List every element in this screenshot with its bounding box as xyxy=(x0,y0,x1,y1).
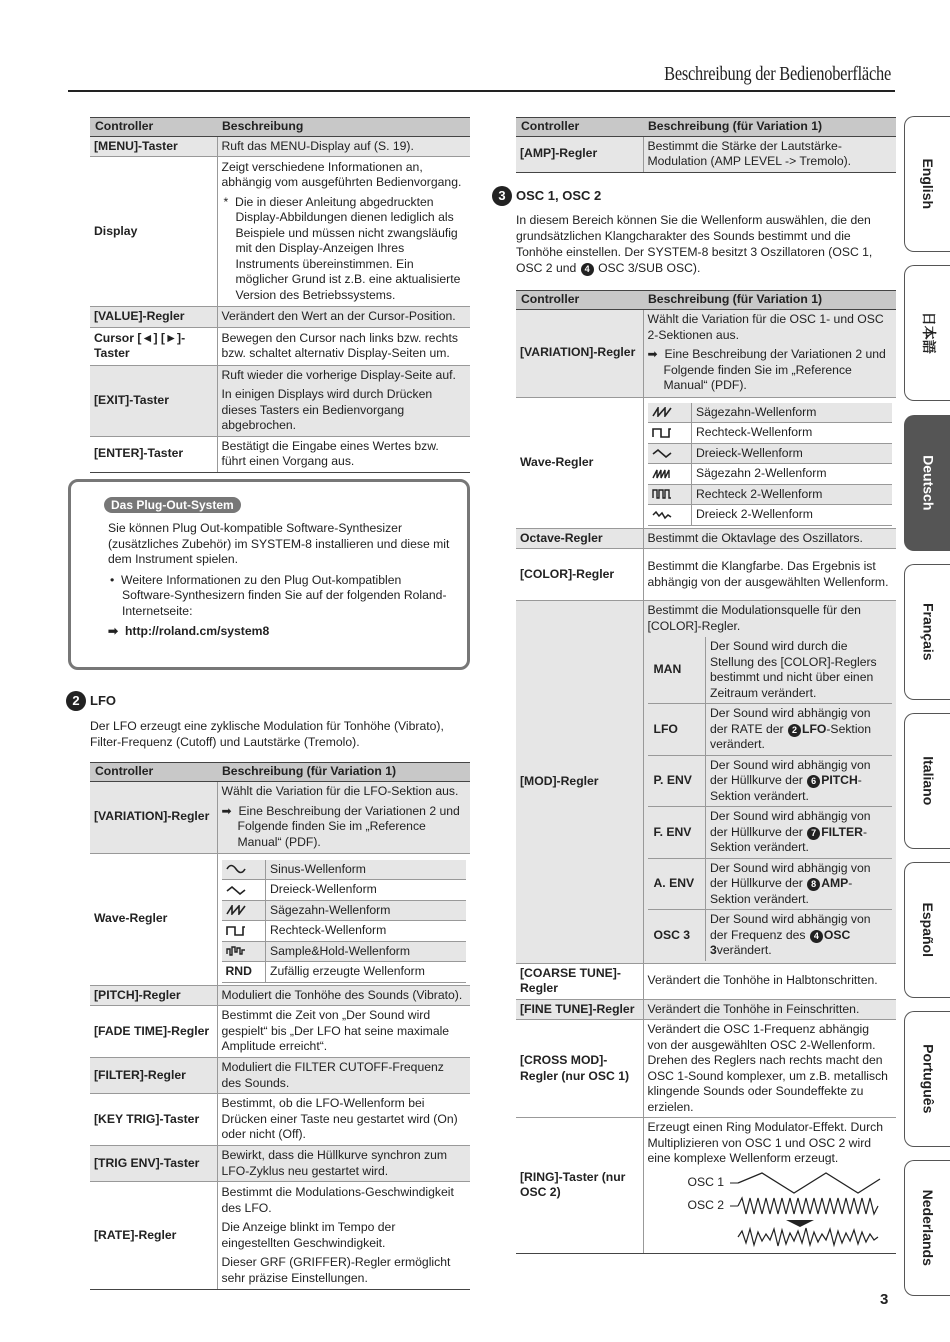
rnd-icon: RND xyxy=(222,962,266,983)
lfo-heading: 2 LFO xyxy=(66,691,116,711)
mod-source-table: MAN Der Sound wird durch die Stellung des [COLOR]-Reglers bestimmt und nicht über einen Zeitraum verändert. LFO Der Sound wird abhängig von der RATE der 2 LFO-Sektion verändert. P. ENV Der Sound wird abhängig von der Hüllkurve der 6 PITCH-Sektion verändert. F. ENV Der Sound wird abhängig von der Hüllkurve der 7 FILTER-Sektion verändert. A. ENV Der Sound wird abhängig von der Hüllkurve der 8 AMP-Sektion verändert. OSC 3 Der Sound wird abhängig von der Frequenz des 4 OSC 3verändert. xyxy=(648,637,893,961)
table-row: [FILTER]-Regler Moduliert die FILTER CUTOFF-Frequenz des Sounds. xyxy=(90,1058,470,1094)
table-row: [MENU]-Taster Ruft das MENU-Display auf (S. 19). xyxy=(90,136,470,157)
table-row: Octave-Regler Bestimmt die Oktavlage des Oszillators. xyxy=(516,528,896,549)
table-row: [RING]-Taster (nur OSC 2) Erzeugt einen Ring Modulator-Effekt. Durch Multiplizieren von OSC 1 und OSC 2 wird eine komplexe Wellenform erzeugt. OSC 1 OSC 2 xyxy=(516,1118,896,1254)
square-icon xyxy=(226,926,246,936)
square-icon xyxy=(652,428,672,438)
osc-table: Controller Beschreibung (für Variation 1) [VARIATION]-Regler Wählt die Variation für die OSC 1- und OSC 2-Sektionen aus. ➡ Eine Beschreibung der Variationen 2 und Folgende finden Sie im „Reference Manual“ (PDF). Wave-Regler Sägezahn-Wellenform Rechteck-Wellenform Dreieck-Wellenform Sägezahn 2-Wellenform Rechteck 2-Wellenform Dreieck 2-Wellenform Octave-Regler Bestimmt die Oktavlage des Oszillators. [COLOR]-Regler Bestimmt die Klangfarbe. Das Ergebnis ist abhängig von der ausgewählten Wellenform. [MOD]-Regler Bestimmt die Modulationsquelle für den [COLOR]-Regler. MAN Der Sound wird durch die Stellung des [COLOR]-Reglers bestimmt und nicht über einen Zeitraum verändert. LFO Der Sound wird abhängig von der RATE der 2 LFO-Sektion verändert. P. ENV Der Sound wird abhängig von der Hüllkurve der 6 PITCH-Sektion verändert. F. ENV Der Sound wird abhängig von der Hüllkurve der 7 FILTER-Sektion verändert. A. ENV Der Sound wird abhängig von der Hüllkurve der 8 AMP-Sektion verändert. OSC 3 Der Sound wird abhängig von der Frequenz des 4 OSC 3verändert. [COARSE TUNE]-Regler Verändert die Tonhöhe in Halbtonschritten. [FINE TUNE]-Regler Verändert die Tonhöhe in Feinschritten. [CROSS MOD]-Regler (nur OSC 1) Verändert die OSC 1-Frequenz abhängig von der ausgewählten OSC 2-Wellenform. Drehen des Reglers nach rechts macht den OSC 1-Sound komplexer, um z.B. metallisch klingende Sounds oder Soundeffekte zu erzielen. [RING]-Taster (nur OSC 2) Erzeugt einen Ring Modulator-Effekt. Durch Multiplizieren von OSC 1 und OSC 2 wird eine komplexe Wellenform erzeugt. OSC 1 OSC 2 xyxy=(516,290,896,1254)
lfo-wave-table: Sinus-Wellenform Dreieck-Wellenform Sägezahn-Wellenform Rechteck-Wellenform Sample&Hold-Wellenform RND Zufällig erzeugte Wellenform xyxy=(222,860,467,983)
table-row: [PITCH]-Regler Moduliert die Tonhöhe des Sounds (Vibrato). xyxy=(90,985,470,1006)
table-row: [VARIATION]-Regler Wählt die Variation für die OSC 1- und OSC 2-Sektionen aus. ➡ Eine Beschreibung der Variationen 2 und Folgende finden Sie im „Reference Manual“ (PDF). xyxy=(516,309,896,397)
plug-out-bullet: • Weitere Informationen zu den Plug Out-kompatiblen Software-Synthesizern finden Sie auf der folgenden Roland-Internetseite: xyxy=(110,572,447,618)
lfo-table: Controller Beschreibung (für Variation 1) [VARIATION]-Regler Wählt die Variation für die LFO-Sektion aus. ➡ Eine Beschreibung der Variationen 2 und Folgende finden Sie im „Reference Manual“ (PDF). Wave-Regler Sinus-Wellenform Dreieck-Wellenform Sägezahn-Wellenform Rechteck-Wellenform Sample&Hold-Wellenform RND Zufällig erzeugte Wellenform [PITCH]-Regler Moduliert die Tonhöhe des Sounds (Vibrato). [FADE TIME]-Regler Bestimmt die Zeit von „Der Sound wird gespielt“ bis „Der LFO hat seine maximale Amplitude erreicht“. [FILTER]-Regler Moduliert die FILTER CUTOFF-Frequenz des Sounds. [KEY TRIG]-Taster Bestimmt, ob die LFO-Wellenform bei Drücken einer Taste neu gestartet wird (On) oder nicht (Off). [TRIG ENV]-Taster Bewirkt, dass die Hüllkurve synchron zum LFO-Zyklus neu gestartet wird. [RATE]-Regler Bestimmt die Modulations-Geschwindigkeit des LFO. Die Anzeige blinkt im Tempo der eingestellten Geschwindigkeit. Dieser GRF (GRIFFER)-Regler ermöglicht sehr präzise Einstellungen. xyxy=(90,762,470,1290)
tab-francais[interactable]: Français xyxy=(904,564,950,700)
sample-hold-icon xyxy=(226,946,246,956)
triangle-icon xyxy=(652,448,672,458)
table-row: Display Zeigt verschiedene Informationen an, abhängig vom ausgeführten Bedienvorgang. * Die in dieser Anleitung abgedruckten Display-Abbildungen dienen lediglich als Beispiele und müssen nicht zwangsläufig mit den Display-Anzeigen Ihres Instruments übereinstimmen. Ein möglicher Grund ist z.B. eine aktualisierte Version des Betriebssystems. xyxy=(90,157,470,307)
amp-table: Controller Beschreibung (für Variation 1) [AMP]-Regler Bestimmt die Stärke der Lautstärke-Modulation (AMP LEVEL -> Tremolo). xyxy=(516,117,896,173)
tab-english[interactable]: English xyxy=(904,116,950,252)
table-row: [ENTER]-Taster Bestätigt die Eingabe eines Wertes bzw. führt einen Vorgang aus. xyxy=(90,436,470,472)
table-row: Wave-Regler Sägezahn-Wellenform Rechteck-Wellenform Dreieck-Wellenform Sägezahn 2-Wellenform Rechteck 2-Wellenform Dreieck 2-Wellenform xyxy=(516,397,896,528)
table-row: [MOD]-Regler Bestimmt die Modulationsquelle für den [COLOR]-Regler. MAN Der Sound wird durch die Stellung des [COLOR]-Reglers bestimmt und nicht über einen Zeitraum verändert. LFO Der Sound wird abhängig von der RATE der 2 LFO-Sektion verändert. P. ENV Der Sound wird abhängig von der Hüllkurve der 6 PITCH-Sektion verändert. F. ENV Der Sound wird abhängig von der Hüllkurve der 7 FILTER-Sektion verändert. A. ENV Der Sound wird abhängig von der Hüllkurve der 8 AMP-Sektion verändert. OSC 3 Der Sound wird abhängig von der Frequenz des 4 OSC 3verändert. xyxy=(516,601,896,964)
ring-mod-diagram: OSC 1 OSC 2 xyxy=(648,1171,893,1251)
saw2-icon xyxy=(652,469,672,479)
osc-heading: 3 OSC 1, OSC 2 xyxy=(492,186,601,206)
table-row: [VALUE]-Regler Verändert den Wert an der Cursor-Position. xyxy=(90,307,470,328)
col-description: Beschreibung xyxy=(217,118,470,137)
tab-deutsch[interactable]: Deutsch xyxy=(904,415,950,551)
table-row: [FINE TUNE]-Regler Verändert die Tonhöhe in Feinschritten. xyxy=(516,999,896,1020)
table-row: [COARSE TUNE]-Regler Verändert die Tonhöhe in Halbtonschritten. xyxy=(516,963,896,999)
plug-out-box xyxy=(68,479,470,670)
table-row: [KEY TRIG]-Taster Bestimmt, ob die LFO-Wellenform bei Drücken einer Taste neu gestartet wird (On) oder nicht (Off). xyxy=(90,1094,470,1146)
table-row: [EXIT]-Taster Ruft wieder die vorherige Display-Seite auf. In einigen Displays wird durch Drücken dieses Tasters ein Bedienvorgang abgebrochen. xyxy=(90,365,470,436)
table-row: [FADE TIME]-Regler Bestimmt die Zeit von „Der Sound wird gespielt“ bis „Der LFO hat seine maximale Amplitude erreicht“. xyxy=(90,1006,470,1058)
triangle-icon xyxy=(226,885,246,895)
controller-table xyxy=(90,117,470,473)
table-row: Wave-Regler Sinus-Wellenform Dreieck-Wellenform Sägezahn-Wellenform Rechteck-Wellenform Sample&Hold-Wellenform RND Zufällig erzeugte Wellenform xyxy=(90,853,470,985)
tab-nederlands[interactable]: Nederlands xyxy=(904,1160,950,1296)
osc-wave-table: Sägezahn-Wellenform Rechteck-Wellenform Dreieck-Wellenform Sägezahn 2-Wellenform Rechteck 2-Wellenform Dreieck 2-Wellenform xyxy=(648,403,893,526)
saw-icon xyxy=(652,407,672,417)
osc-description: In diesem Bereich können Sie die Wellenform auswählen, die den grundsätzlichen Klangcharakter des Sounds bestimmt und die Tonhöhe einstellen. Der SYSTEM-8 besitzt 3 Oszillatoren (OSC 1, OSC 2 und 4 OSC 3/SUB OSC). xyxy=(516,213,873,275)
sine-icon xyxy=(226,864,246,874)
plug-out-text: Sie können Plug Out-kompatible Software-Synthesizer (zusätzliches Zubehör) im SYSTEM-8 installieren und diese mit dem Instrument spielen. xyxy=(108,521,450,566)
tab-italiano[interactable]: Italiano xyxy=(904,713,950,849)
table-row: [VARIATION]-Regler Wählt die Variation für die LFO-Sektion aus. ➡ Eine Beschreibung der Variationen 2 und Folgende finden Sie im „Reference Manual“ (PDF). xyxy=(90,781,470,853)
header-rule xyxy=(68,90,895,92)
page-header-title: Beschreibung der Bedienoberfläche xyxy=(664,63,891,85)
tab-portugues[interactable]: Português xyxy=(904,1011,950,1147)
table-row: Cursor [◄] [►]-Taster Bewegen den Cursor nach links bzw. rechts bzw. schaltet alternativ Display-Seiten um. xyxy=(90,327,470,365)
square2-icon xyxy=(652,489,672,499)
table-row: [AMP]-Regler Bestimmt die Stärke der Lautstärke-Modulation (AMP LEVEL -> Tremolo). xyxy=(516,136,896,172)
plug-out-badge: Das Plug-Out-System xyxy=(104,497,241,513)
page-number: 3 xyxy=(880,1291,889,1308)
triangle2-icon xyxy=(652,510,672,520)
tab-espanol[interactable]: Español xyxy=(904,862,950,998)
saw-icon xyxy=(226,905,246,915)
table-row: [COLOR]-Regler Bestimmt die Klangfarbe. Das Ergebnis ist abhängig von der ausgewählten Wellenform. xyxy=(516,549,896,601)
table-row: [CROSS MOD]-Regler (nur OSC 1) Verändert die OSC 1-Frequenz abhängig von der ausgewählten OSC 2-Wellenform. Drehen des Reglers nach rechts macht den OSC 1-Sound komplexer, um z.B. metallisch klingende Sounds oder Soundeffekte zu erzielen. xyxy=(516,1020,896,1118)
col-controller: Controller xyxy=(90,118,217,137)
table-row: [TRIG ENV]-Taster Bewirkt, dass die Hüllkurve synchron zum LFO-Zyklus neu gestartet wird. xyxy=(90,1146,470,1182)
tab-japanese[interactable]: 日本語 xyxy=(904,265,950,401)
ring-mod-waves xyxy=(728,1171,888,1251)
plug-out-link[interactable]: ➡ http://roland.cm/system8 xyxy=(108,624,270,638)
lfo-description: Der LFO erzeugt eine zyklische Modulation für Tonhöhe (Vibrato), Filter-Frequenz (Cutoff) und Lautstärke (Tremolo). xyxy=(90,719,444,749)
table-row: [RATE]-Regler Bestimmt die Modulations-Geschwindigkeit des LFO. Die Anzeige blinkt im Tempo der eingestellten Geschwindigkeit. Dieser GRF (GRIFFER)-Regler ermöglicht sehr präzise Einstellungen. xyxy=(90,1182,470,1290)
